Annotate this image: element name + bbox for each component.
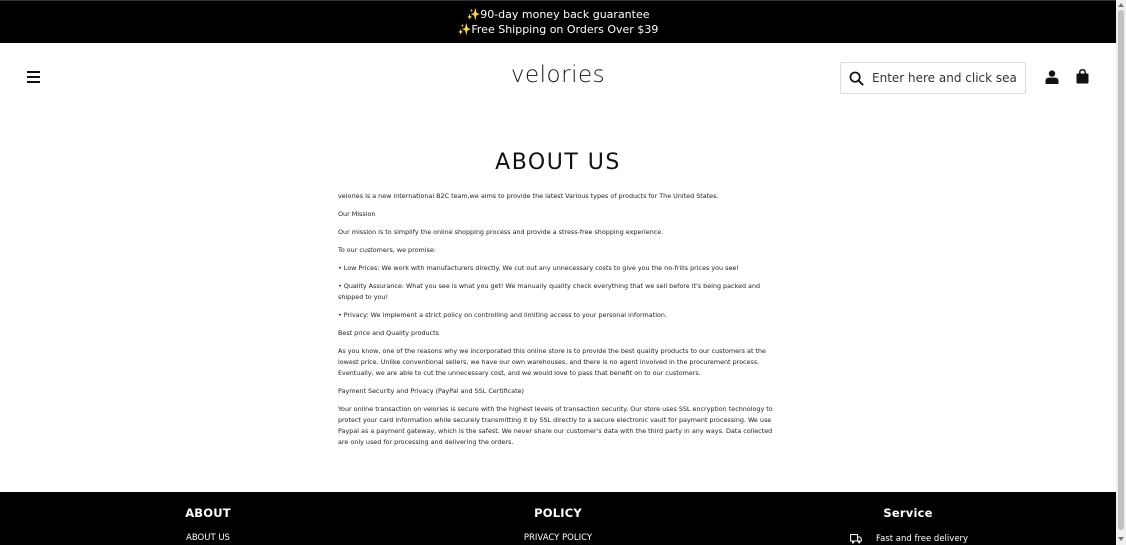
- announcement-bar: [0, 0, 1116, 43]
- footer-about-us-link[interactable]: ABOUT US: [186, 533, 230, 543]
- mission-heading: Our Mission: [338, 210, 376, 218]
- promise-privacy: • Privacy: We implement a strict policy on controlling and limiting access to your personal information.: [338, 311, 667, 319]
- search-bar: [840, 62, 1026, 94]
- search-icon[interactable]: [849, 71, 864, 86]
- promise-low-prices: • Low Prices: We work with manufacturers directly. We cut out any unnecessary costs to give you the no-frills prices you see!: [338, 264, 739, 272]
- scrollbar-thumb[interactable]: [1118, 10, 1124, 530]
- announcement-line-guarantee: ✨90-day money back guarantee: [466, 8, 650, 21]
- payment-security-paragraph: Your online transaction on velories is secure with the highest levels of transaction security. Our store uses SSL encryption technology to protect your card information while securely transmitting it by SSL directly to a secure electronic vault for payment processing. We use Paypal as a payment gateway, which is the safest. We never share our customer's data with the third party in any ways. Data collected are only used for processing and delivering the orders.: [338, 405, 773, 446]
- intro-paragraph: velories is a new international B2C team,we aims to provide the latest Various types of products for The United States.: [338, 192, 719, 200]
- mission-paragraph: Our mission is to simplify the online shopping process and provide a stress-free shopping experience.: [338, 228, 664, 236]
- footer-privacy-policy-link[interactable]: PRIVACY POLICY: [523, 533, 593, 543]
- footer-about-column: [168, 506, 248, 543]
- site-header: [0, 43, 1116, 113]
- footer-service-column: [858, 506, 958, 520]
- footer-service-item: [850, 534, 968, 544]
- announcement-line-shipping: ✨Free Shipping on Orders Over $39: [457, 23, 659, 36]
- about-content: [338, 150, 778, 455]
- footer-policy-column: [508, 506, 608, 543]
- page-scrollbar[interactable]: [1116, 0, 1126, 545]
- footer-service-heading: Service: [883, 506, 933, 520]
- search-input[interactable]: [872, 71, 1018, 85]
- scroll-down-arrow-icon[interactable]: [1116, 535, 1126, 543]
- best-price-heading: Best price and Quality products: [338, 329, 439, 337]
- site-footer: [0, 492, 1116, 545]
- scroll-up-arrow-icon[interactable]: [1116, 0, 1126, 10]
- page-title: ABOUT US: [495, 150, 621, 175]
- promise-heading: To our customers, we promise:: [338, 246, 436, 254]
- footer-about-heading: ABOUT: [185, 506, 231, 520]
- footer-policy-heading: POLICY: [534, 506, 582, 520]
- delivery-truck-icon: [850, 534, 862, 544]
- promise-quality: • Quality Assurance: What you see is what you get! We manually quality check everything that we sell before it's being packed and shipped to you!: [338, 282, 761, 301]
- cart-icon[interactable]: [1076, 69, 1089, 84]
- site-logo[interactable]: velories: [510, 62, 606, 88]
- best-price-paragraph: As you know, one of the reasons why we incorporated this online store is to provide the best quality products to our customers at the lowest price. Unlike conventional sellers, we have our own warehouses, and there is no agent involved in the procurement process. Eventually, we are able to cut the unnecessary cost, and we would love to pass that benefit on to our customers.: [338, 347, 766, 377]
- payment-security-heading: Payment Security and Privacy (PayPal and SSL Certificate): [338, 387, 525, 395]
- user-icon[interactable]: [1045, 70, 1059, 84]
- footer-service-item-label: Fast and free delivery: [876, 534, 969, 544]
